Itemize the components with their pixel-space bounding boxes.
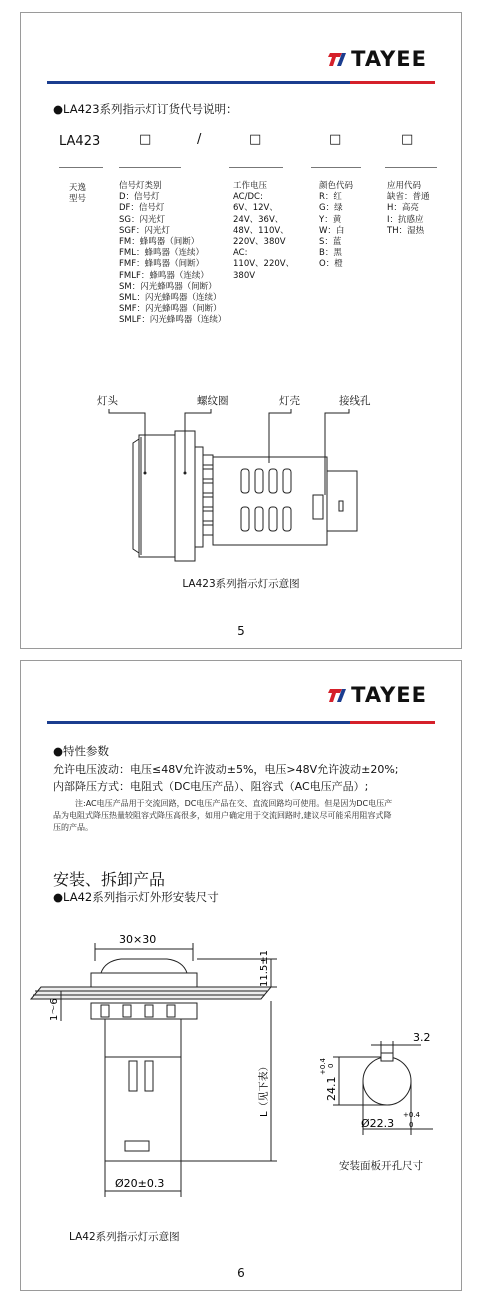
dim-base-diameter: Ø20±0.3 [115,1177,165,1190]
dim-head-height: 11.5±1 [259,949,270,987]
tayee-logo [327,47,427,71]
code-slash: / [197,132,202,147]
color-code-list: 颜色代码 R：红 G：绿 Y：黄 W：白 S：蓝 B：黑 O：橙 [319,181,354,270]
label-wiring-hole: 接线孔 [339,395,371,407]
brand-name: TAYEE [351,47,427,71]
page-6 [20,660,462,1291]
la423-diagram [21,403,461,563]
label-thread-ring: 螺纹圈 [197,395,229,407]
page-number: 5 [237,624,245,638]
dim-length: L（见下表） [259,1061,270,1117]
label-lamp-shell: 灯壳 [279,395,300,407]
section-title: 安装、拆卸产品 [53,870,166,889]
tayee-logo [327,683,427,707]
dim-key-width: 3.2 [413,1031,431,1044]
dim-cutout-diameter-tol-up: +0.4 [403,1111,420,1119]
code-box-signal: □ [139,132,152,147]
dim-cutout-height-tol-up: +0.4 [319,1058,327,1075]
series-label: 天逸 型号 [69,183,87,205]
page-5 [20,12,462,649]
label-lamp-head: 灯头 [97,395,118,407]
code-box-app: □ [401,132,414,147]
dim-cutout-diameter-tol-down: 0 [409,1121,414,1129]
voltage-list: 工作电压 AC/DC: 6V、12V、 24V、36V、 48V、110V、 220V、380V AC: 110V、220V、 380V [233,181,295,281]
dimension-heading: ●LA42系列指示灯外形安装尺寸 [53,890,219,904]
spec-heading: ●特性参数 [53,744,110,758]
header-rule [47,721,435,724]
code-box-voltage: □ [249,132,262,147]
dim-top-width: 30×30 [119,933,157,946]
dim-cutout-height: 24.1 [325,1076,338,1101]
code-box-color: □ [329,132,342,147]
note: 注:AC电压产品用于交流回路，DC电压产品在交、直流回路均可使用。但是因为DC电压产 品为电阻式降压热量较阻容式降压高很多，如用户确定用于交流回路时,建议尽可能采用阻容式降 压的产品。 [53,799,393,832]
page-number: 6 [237,1266,245,1280]
la423-caption: LA423系列指示灯示意图 [182,578,300,590]
cutout-caption: 安装面板开孔尺寸 [339,1160,423,1172]
signal-type-list: 信号灯类别 D：信号灯 DF：信号灯 SG：闪光灯 SGF：闪光灯 FM：蜂鸣器（间断） FML：蜂鸣器（连续） FMF：蜂鸣器（间断） FMLF：蜂鸣器（连续） SM：闪光蜂鸣器（间断） SML：闪光蜂鸣器（连续） SMF：闪光蜂鸣器（间断） SMLF：闪光蜂鸣器（连续） [119,181,227,326]
application-code-list: 应用代码 缺省：普通 H：高亮 I：抗感应 TH：湿热 [387,181,430,236]
code-series: LA423 [59,134,101,149]
step-down-method: 内部降压方式：电阻式（DC电压产品）、阻容式（AC电压产品）; [53,780,369,793]
tayee-logo-icon [327,685,347,705]
order-code-heading: ●LA423系列指示灯订货代号说明： [53,102,238,116]
dim-cutout-height-tol-down: 0 [327,1063,335,1068]
brand-name: TAYEE [351,683,427,707]
dim-panel-thickness: 1～6 [49,998,60,1021]
tayee-logo-icon [327,49,347,69]
voltage-fluctuation: 允许电压波动：电压≤48V允许波动±5%，电压>48V允许波动±20%; [53,763,399,776]
header-rule [47,81,435,84]
dim-cutout-diameter: Ø22.3 [361,1117,395,1130]
la42-dimension-drawing [21,921,461,1221]
la42-caption: LA42系列指示灯示意图 [69,1231,180,1243]
